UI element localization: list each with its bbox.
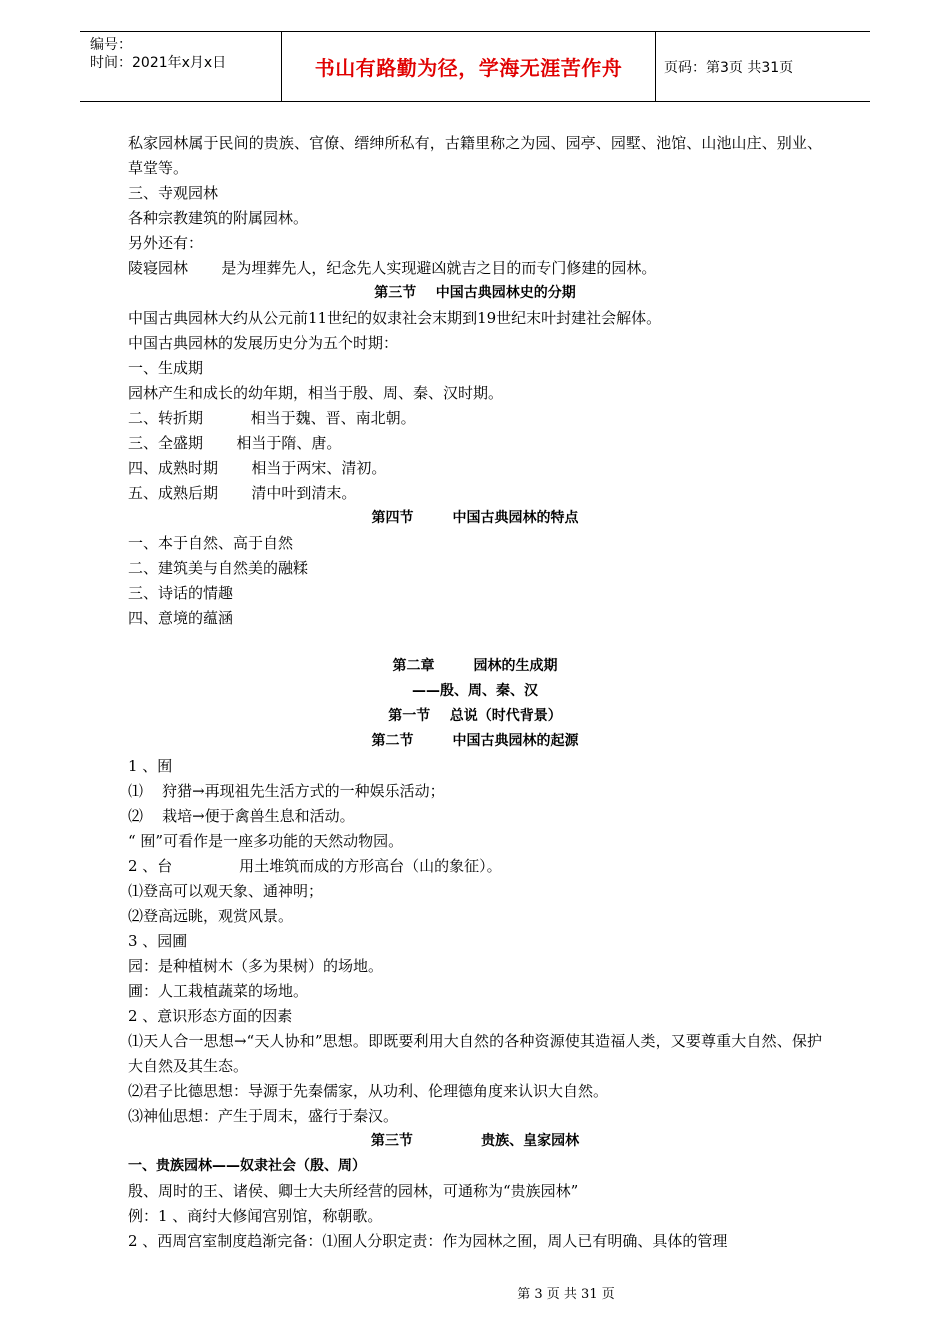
number-label: 编号： — [90, 37, 132, 53]
header-meta — [80, 32, 282, 101]
paragraph: 三、寺观园林 — [128, 184, 219, 202]
document-body — [128, 131, 822, 1254]
paragraph: “ 囿”可看作是一座多功能的天然动物园。 — [128, 832, 404, 850]
paragraph: 2 、西周宫室制度趋渐完备：⑴囿人分职定责：作为园林之囿，周人已有明确、具体的管理 — [128, 1232, 728, 1250]
chapter-heading: 第二章 园林的生成期 — [392, 658, 558, 674]
paragraph: 园林产生和成长的幼年期，相当于殷、周、秦、汉时期。 — [128, 384, 504, 402]
page-header — [80, 31, 870, 102]
paragraph: ⑵登高远眺，观赏风景。 — [128, 907, 294, 925]
paragraph: 另外还有： — [128, 234, 204, 252]
paragraph: 园：是种植树木（多为果树）的场地。 — [128, 957, 384, 975]
footer-page-number: 第 3 页 共 31 页 — [517, 1287, 615, 1302]
time-label: 时间：2021年x月x日 — [90, 55, 227, 71]
paragraph: 中国古典园林的发展历史分为五个时期： — [128, 334, 399, 352]
paragraph: 二、转折期 相当于魏、晋、南北朝。 — [128, 409, 416, 427]
paragraph: 殷、周时的王、诸侯、卿士大夫所经营的园林，可通称为“贵族园林” — [128, 1182, 579, 1200]
paragraph: 四、成熟时期 相当于两宋、清初。 — [128, 459, 387, 477]
paragraph: ⑴天人合一思想→“天人协和”思想。即既要利用大自然的各种资源使其造福人类，又要尊重大自然、保护大自然及其生态。 — [128, 1032, 822, 1075]
paragraph: 3 、园圃 — [128, 932, 188, 950]
page-info: 页码：第3页 共31页 — [664, 59, 794, 76]
paragraph: 二、建筑美与自然美的融糅 — [128, 559, 309, 577]
paragraph: ⑵君子比德思想：导源于先秦儒家，从功利、伦理德角度来认识大自然。 — [128, 1082, 609, 1100]
spacer — [128, 631, 822, 654]
paragraph: ⑵ 栽培→便于禽兽生息和活动。 — [128, 807, 355, 825]
paragraph: 三、全盛期 相当于隋、唐。 — [128, 434, 342, 452]
motto: 书山有路勤为径，学海无涯苦作舟 — [282, 32, 656, 101]
section-heading: 第二节 中国古典园林的起源 — [371, 733, 579, 749]
paragraph: 例：1 、商纣大修闻宫别馆，称朝歌。 — [128, 1207, 383, 1225]
paragraph: 圃：人工栽植蔬菜的场地。 — [128, 982, 309, 1000]
paragraph: ⑴登高可以观天象、通神明； — [128, 882, 324, 900]
paragraph: ⑶神仙思想：产生于周末，盛行于秦汉。 — [128, 1107, 399, 1125]
paragraph: 2 、台 用土堆筑而成的方形高台（山的象征）。 — [128, 857, 502, 875]
paragraph: 四、意境的蕴涵 — [128, 609, 234, 627]
paragraph: 一、生成期 — [128, 359, 204, 377]
paragraph: 一、本于自然、高于自然 — [128, 534, 294, 552]
paragraph: 中国古典园林大约从公元前11世纪的奴隶社会末期到19世纪末叶封建社会解体。 — [128, 309, 662, 327]
paragraph: 1 、囿 — [128, 757, 173, 775]
section-heading: 第一节 总说（时代背景） — [388, 708, 562, 724]
subsection-heading: 一、贵族园林——奴隶社会（殷、周） — [128, 1158, 366, 1174]
section-heading: 第四节 中国古典园林的特点 — [371, 510, 579, 526]
paragraph: 2 、意识形态方面的因素 — [128, 1007, 293, 1025]
paragraph: 三、诗话的情趣 — [128, 584, 234, 602]
paragraph: 陵寝园林 是为埋葬先人，纪念先人实现避凶就吉之目的而专门修建的园林。 — [128, 259, 657, 277]
paragraph: 五、成熟后期 清中叶到清末。 — [128, 484, 357, 502]
page-footer — [0, 1283, 950, 1302]
paragraph: 私家园林属于民间的贵族、官僚、缙绅所私有，古籍里称之为园、园亭、园墅、池馆、山池山庄、别业、草堂等。 — [128, 134, 822, 177]
section-heading: 第三节 中国古典园林史的分期 — [374, 285, 576, 301]
section-heading: 第三节 贵族、皇家园林 — [370, 1133, 580, 1149]
chapter-subtitle: ——殷、周、秦、汉 — [412, 683, 538, 699]
paragraph: 各种宗教建筑的附属园林。 — [128, 209, 309, 227]
paragraph: ⑴ 狩猎→再现祖先生活方式的一种娱乐活动； — [128, 782, 445, 800]
